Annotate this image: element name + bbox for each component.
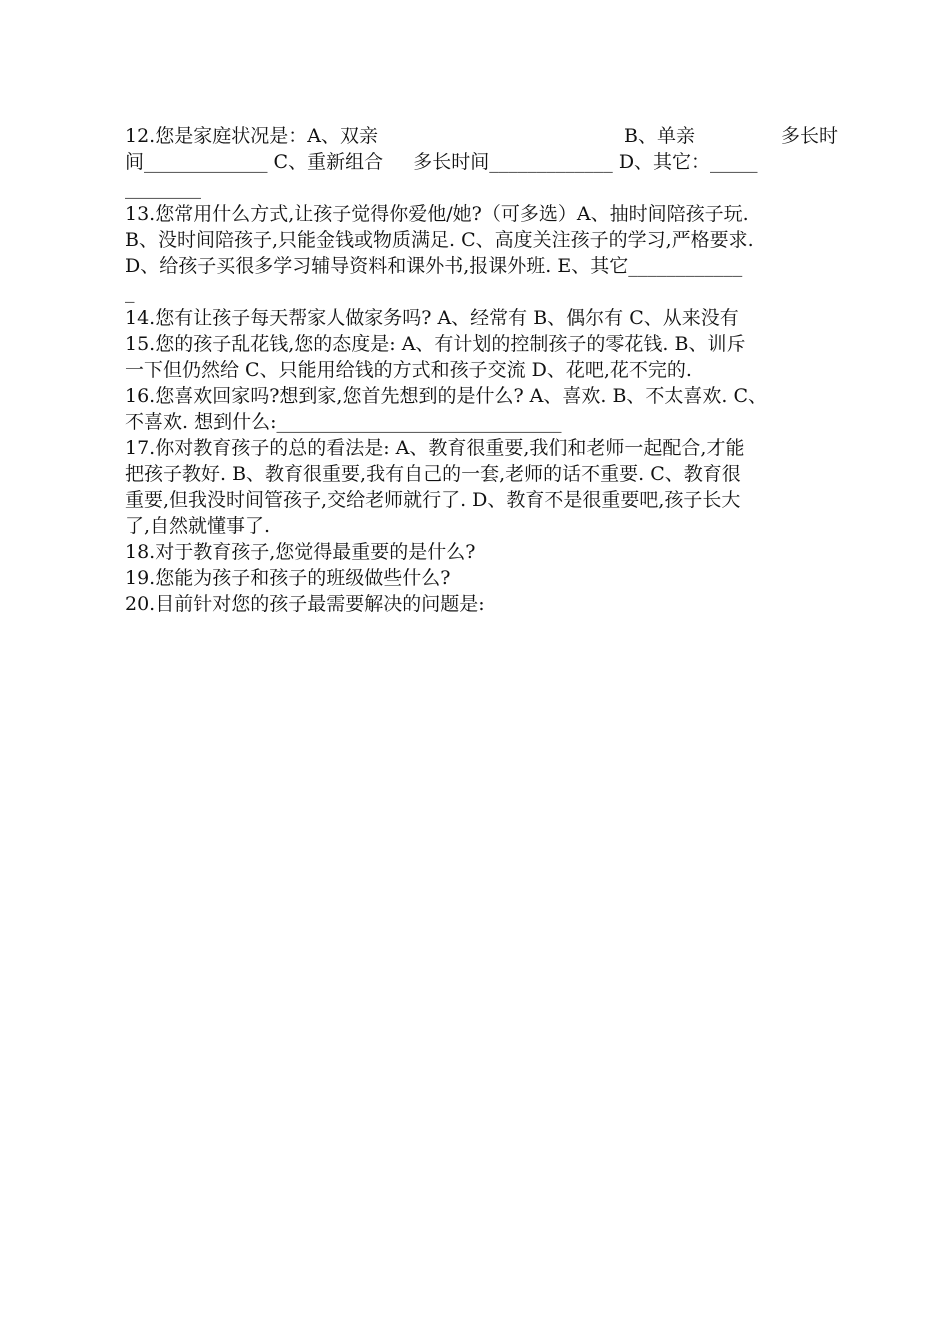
question-16-line-2: 不喜欢. 想到什么:______________________________ <box>125 411 562 433</box>
q12-duration-label: 多长时 <box>780 125 838 147</box>
question-15-line-1: 15.您的孩子乱花钱,您的态度是: A、有计划的控制孩子的零花钱. B、训斥 <box>125 333 746 355</box>
q12-option-b: B、单亲 <box>623 125 695 147</box>
q12-option-a: 12.您是家庭状况是：A、双亲 <box>125 125 378 147</box>
question-19-line-1: 19.您能为孩子和孩子的班级做些什么? <box>125 567 451 589</box>
question-13-line-3: D、给孩子买很多学习辅导资料和课外书,报课外班. E、其它____________ <box>125 255 743 277</box>
question-17-line-1: 17.你对教育孩子的总的看法是: A、教育很重要,我们和老师一起配合,才能 <box>125 437 745 459</box>
question-20-line-1: 20.目前针对您的孩子最需要解决的问题是: <box>125 593 485 615</box>
question-12-line-1 <box>125 123 838 149</box>
question-12-line-2: 间_____________ C、重新组合 多长时间_____________ D、其它：_____ <box>125 151 758 173</box>
question-12-line-3: ________ <box>125 177 201 199</box>
question-13-line-4: _ <box>125 281 135 303</box>
question-13-line-2: B、没时间陪孩子,只能金钱或物质满足. C、高度关注孩子的学习,严格要求. <box>125 229 754 251</box>
question-17-line-3: 重要,但我没时间管孩子,交给老师就行了. D、教育不是很重要吧,孩子长大 <box>125 489 741 511</box>
question-14-line-1: 14.您有让孩子每天帮家人做家务吗? A、经常有 B、偶尔有 C、从来没有 <box>125 307 739 329</box>
question-13-line-1: 13.您常用什么方式,让孩子觉得你爱他/她?（可多选）A、抽时间陪孩子玩. <box>125 203 749 225</box>
questionnaire-body <box>125 123 838 617</box>
question-17-line-4: 了,自然就懂事了. <box>125 515 271 537</box>
question-16-line-1: 16.您喜欢回家吗?想到家,您首先想到的是什么? A、喜欢. B、不太喜欢. C、 <box>125 385 768 407</box>
question-17-line-2: 把孩子教好. B、教育很重要,我有自己的一套,老师的话不重要. C、教育很 <box>125 463 741 485</box>
question-15-line-2: 一下但仍然给 C、只能用给钱的方式和孩子交流 D、花吧,花不完的. <box>125 359 692 381</box>
question-18-line-1: 18.对于教育孩子,您觉得最重要的是什么? <box>125 541 476 563</box>
